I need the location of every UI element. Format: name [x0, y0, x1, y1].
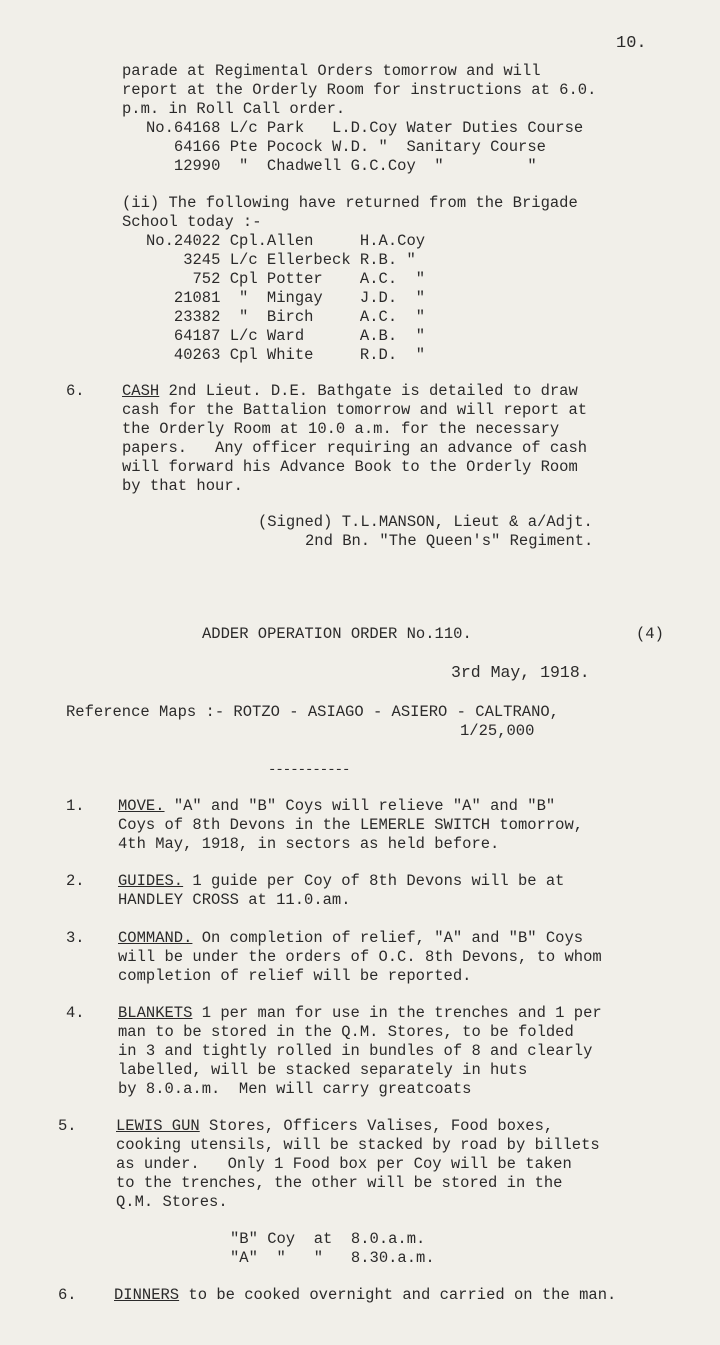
school-row: 40263 Cpl White R.D. " [146, 346, 426, 364]
order-title: ADDER OPERATION ORDER No.110. [202, 625, 472, 643]
text-line: 2nd Lieut. D.E. Bathgate is detailed to draw [159, 382, 578, 400]
text-line: will forward his Advance Book to the Orderly Room [122, 458, 578, 476]
school-row: No.24022 Cpl.Allen H.A.Coy [146, 232, 426, 250]
text-line: the Orderly Room at 10.0 a.m. for the necessary [122, 420, 560, 438]
paragraph-heading: MOVE. [118, 797, 165, 815]
text-line: papers. Any officer requiring an advance of cash [122, 439, 588, 457]
text-line: as under. Only 1 Food box per Coy will be taken [116, 1155, 572, 1173]
text-line: labelled, will be stacked separately in huts [118, 1061, 528, 1079]
text-line: will be under the orders of O.C. 8th Devons, to whom [118, 948, 602, 966]
separator: ----------- [268, 762, 350, 778]
schedule-row: "A" " " 8.30.a.m. [230, 1249, 435, 1267]
paragraph-number: 1. [66, 797, 85, 815]
text-line: cash for the Battalion tomorrow and will report at [122, 401, 588, 419]
text-line: by that hour. [122, 477, 243, 495]
school-row: 3245 L/c Ellerbeck R.B. " [146, 251, 416, 269]
guides-first-line [118, 872, 565, 890]
paragraph-heading: COMMAND. [118, 929, 193, 947]
paragraph-heading: BLANKETS [118, 1004, 193, 1022]
text-line: 4th May, 1918, in sectors as held before. [118, 835, 500, 853]
text-line: Coys of 8th Devons in the LEMERLE SWITCH tomorrow, [118, 816, 584, 834]
text-line: parade at Regimental Orders tomorrow and will [122, 62, 541, 80]
paragraph-number: 3. [66, 929, 85, 947]
school-row: 23382 " Birch A.C. " [146, 308, 426, 326]
paragraph-number: 2. [66, 872, 85, 890]
course-row: No.64168 L/c Park L.D.Coy Water Duties Course [146, 119, 584, 137]
text-line: p.m. in Roll Call order. [122, 100, 346, 118]
text-line: (ii) The following have returned from the Brigade [122, 194, 578, 212]
map-scale: 1/25,000 [460, 722, 535, 740]
command-first-line [118, 929, 583, 947]
text-line: School today :- [122, 213, 262, 231]
text-line: 1 per man for use in the trenches and 1 per [192, 1004, 602, 1022]
signature-line: 2nd Bn. "The Queen's" Regiment. [305, 532, 594, 550]
text-line: to the trenches, the other will be stored in the [116, 1174, 563, 1192]
paragraph-number: 6. [66, 382, 85, 400]
paragraph-heading: GUIDES. [118, 872, 184, 890]
page-number: 10. [616, 34, 647, 53]
text-line: to be cooked overnight and carried on the man. [179, 1286, 617, 1304]
text-line: report at the Orderly Room for instructions at 6.0. [122, 81, 597, 99]
cash-first-line [122, 382, 578, 400]
paragraph-number: 4. [66, 1004, 85, 1022]
school-row: 64187 L/c Ward A.B. " [146, 327, 426, 345]
lewis-gun-first-line [116, 1117, 553, 1135]
paragraph-number: 6. [58, 1286, 77, 1304]
paragraph-number: 5. [58, 1117, 77, 1135]
order-date: 3rd May, 1918. [451, 663, 590, 682]
text-line: On completion of relief, "A" and "B" Coys [192, 929, 584, 947]
school-row: 752 Cpl Potter A.C. " [146, 270, 426, 288]
paragraph-heading: LEWIS GUN [116, 1117, 200, 1135]
text-line: Q.M. Stores. [116, 1193, 228, 1211]
text-line: "A" and "B" Coys will relieve "A" and "B" [164, 797, 556, 815]
copy-number: (4) [636, 625, 664, 643]
text-line: cooking utensils, will be stacked by road by billets [116, 1136, 600, 1154]
reference-maps: Reference Maps :- ROTZO - ASIAGO - ASIERO - CALTRANO, [66, 703, 559, 721]
text-line: completion of relief will be reported. [118, 967, 472, 985]
text-line: by 8.0.a.m. Men will carry greatcoats [118, 1080, 472, 1098]
signature-line: (Signed) T.L.MANSON, Lieut & a/Adjt. [258, 513, 593, 531]
schedule-row: "B" Coy at 8.0.a.m. [230, 1230, 426, 1248]
text-line: man to be stored in the Q.M. Stores, to be folded [118, 1023, 574, 1041]
text-line: 1 guide per Coy of 8th Devons will be at [183, 872, 565, 890]
dinners-first-line [114, 1286, 616, 1304]
text-line: in 3 and tightly rolled in bundles of 8 and clearly [118, 1042, 593, 1060]
school-row: 21081 " Mingay J.D. " [146, 289, 426, 307]
paragraph-heading: CASH [122, 382, 160, 400]
course-row: 12990 " Chadwell G.C.Coy " " [146, 157, 537, 175]
blankets-first-line [118, 1004, 602, 1022]
text-line: HANDLEY CROSS at 11.0.am. [118, 891, 351, 909]
course-row: 64166 Pte Pocock W.D. " Sanitary Course [146, 138, 546, 156]
move-first-line [118, 797, 555, 815]
paragraph-heading: DINNERS [114, 1286, 180, 1304]
text-line: Stores, Officers Valises, Food boxes, [199, 1117, 554, 1135]
